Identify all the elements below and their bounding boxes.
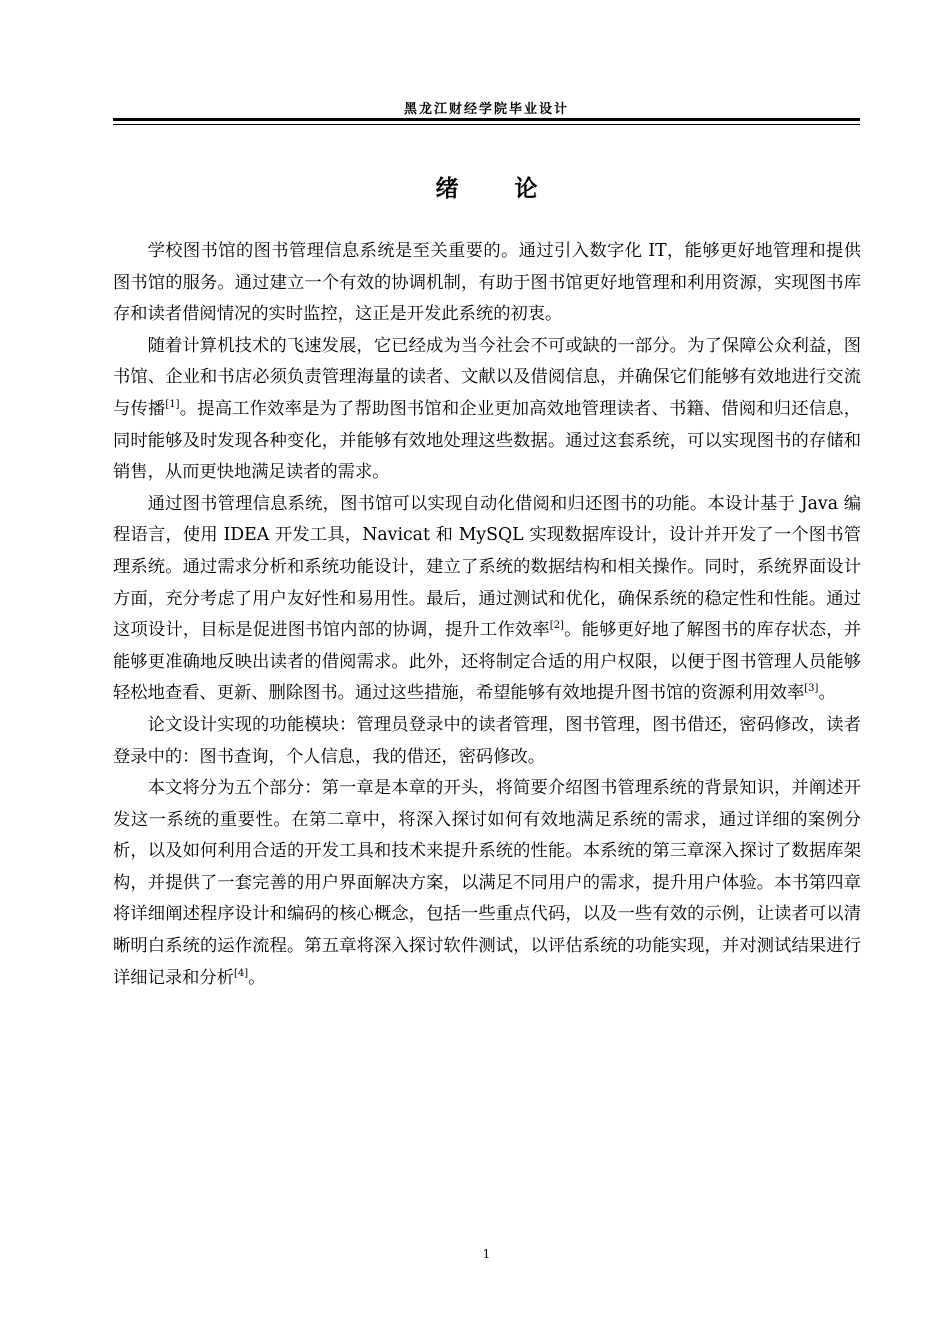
paragraph-text: 。提高工作效率是为了帮助图书馆和企业更加高效地管理读者、书籍、借阅和归还信息，同时能够及时发现各种变化，并能够有效地处理这些数据。通过这套系统，可以实现图书的存储和销售，从而更快地满足读者的需求。 [113, 398, 861, 483]
paragraph-5 [113, 773, 861, 994]
paragraph-text: 。 [818, 683, 836, 704]
header-rule-thick [113, 118, 860, 121]
paragraph-3 [113, 489, 861, 710]
header-rule-thin [113, 124, 860, 125]
paragraph-1 [113, 236, 861, 331]
title-char-1: 绪 [435, 176, 459, 202]
paragraph-text: 。能够更好地了解图书的库存状态，并能够更准确地反映出读者的借阅需求。此外，还将制定合适的用户权限，以便于图书管理人员能够轻松地查看、更新、删除图书。通过这些措施，希望能够有效地提升图书馆的资源利用效率 [113, 620, 861, 704]
running-header: 黑龙江财经学院毕业设计 [403, 102, 569, 117]
paragraph-text: 。 [248, 967, 266, 988]
chapter-title [113, 170, 860, 203]
citation-ref: [4] [233, 967, 249, 979]
title-char-2: 论 [514, 176, 538, 202]
citation-ref: [3] [804, 683, 819, 695]
page-number: 1 [482, 1247, 491, 1261]
paragraph-4 [113, 710, 861, 773]
body-text [113, 236, 861, 994]
paragraph-text: 通过图书管理信息系统，图书馆可以实现自动化借阅和归还图书的功能。本设计基于 Java 编程语言，使用 IDEA 开发工具，Navicat 和 MySQL 实现数据库设计，设计并开发了一个图书管理系统。通过需求分析和系统功能设计，建立了系统的数据结构和相关操作。同时，系统界面设计方面，充分考虑了用户友好性和易用性。最后，通过测试和优化，确保系统的稳定性和性能。通过这项设计，目标是促进图书馆内部的协调，提升工作效率 [113, 493, 861, 641]
paragraph-text: 学校图书馆的图书管理信息系统是至关重要的。通过引入数字化 IT，能够更好地管理和提供图书馆的服务。通过建立一个有效的协调机制，有助于图书馆更好地管理和利用资源，实现图书库存和读者借阅情况的实时监控，这正是开发此系统的初衷。 [113, 241, 861, 325]
paragraph-text: 本文将分为五个部分：第一章是本章的开头，将简要介绍图书管理系统的背景知识，并阐述开发这一系统的重要性。在第二章中，将深入探讨如何有效地满足系统的需求，通过详细的案例分析，以及如何利用合适的开发工具和技术来提升系统的性能。本系统的第三章深入探讨了数据库架构，并提供了一套完善的用户界面解决方案，以满足不同用户的需求，提升用户体验。本书第四章将详细阐述程序设计和编码的核心概念，包括一些重点代码，以及一些有效的示例，让读者可以清晰明白系统的运作流程。第五章将深入探讨软件测试，以评估系统的功能实现，并对测试结果进行详细记录和分析 [113, 778, 861, 988]
paragraph-text: 随着计算机技术的飞速发展，它已经成为当今社会不可或缺的一部分。为了保障公众利益，图书馆、企业和书店必须负责管理海量的读者、文献以及借阅信息，并确保它们能够有效地进行交流与传播 [113, 335, 861, 419]
citation-ref: [1] [165, 398, 180, 410]
citation-ref: [2] [549, 620, 564, 632]
paragraph-text: 论文设计实现的功能模块：管理员登录中的读者管理，图书管理，图书借还，密码修改，读者登录中的：图书查询，个人信息，我的借还，密码修改。 [113, 714, 861, 767]
paragraph-2 [113, 331, 861, 489]
